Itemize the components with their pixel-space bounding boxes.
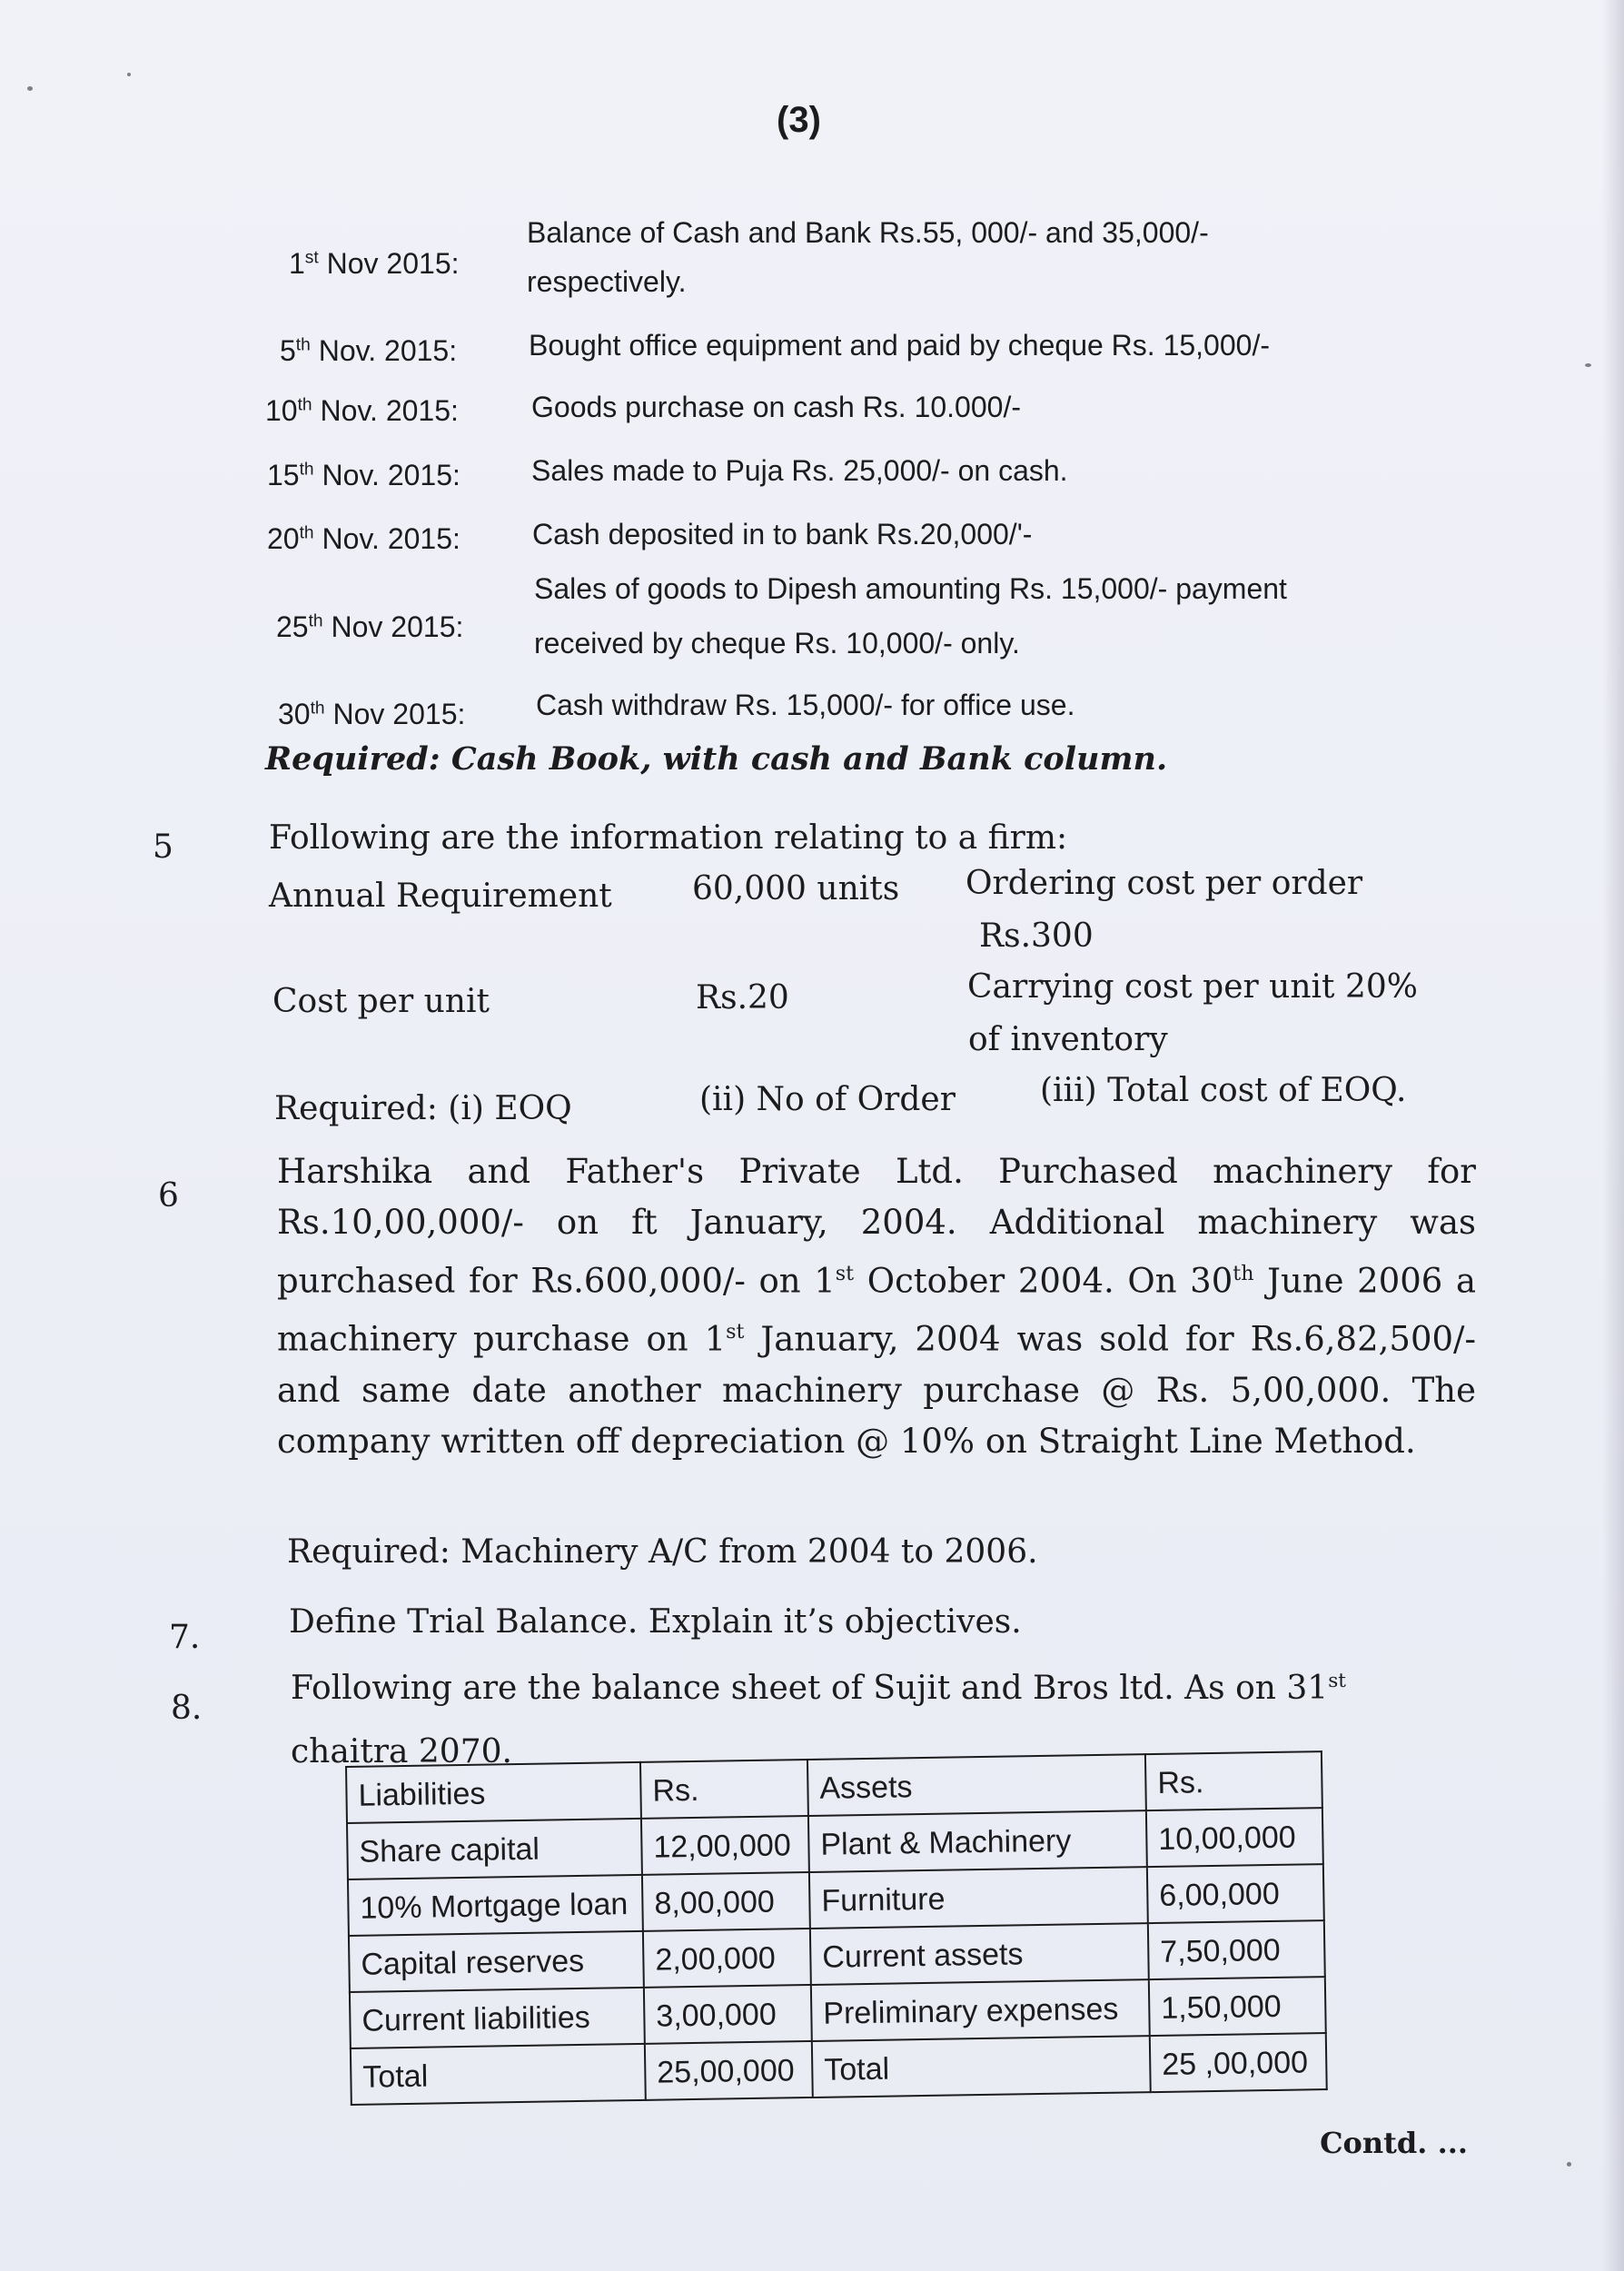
q5-required-2: (ii) No of Order <box>699 1081 956 1118</box>
amount-cell: 8,00,000 <box>642 1872 810 1931</box>
ordering-cost-value: Rs.300 <box>979 917 1094 955</box>
q5-required-1: Required: (i) EOQ <box>274 1090 572 1127</box>
carrying-cost-label: Carrying cost per unit 20% <box>967 968 1418 1006</box>
cost-per-unit-value: Rs.20 <box>696 979 789 1016</box>
asset-cell: Current assets <box>810 1923 1149 1985</box>
transaction-date: 25th Nov 2015: <box>276 610 464 643</box>
transaction-text: Sales of goods to Dipesh amounting Rs. 15,000/- payment <box>534 572 1287 605</box>
speck <box>1585 363 1591 367</box>
amount-cell: 2,00,000 <box>643 1929 811 1988</box>
q6-text: Harshika and Father's Private Ltd. Purchased machinery for Rs.10,00,000/- on ft January, 2004. Additional machinery was purchased for Rs.600,000/- on 1st October 2004. On 30th June 2006 a machinery purchase on 1st January, 2004 was sold for Rs.6,82,500/- and same date another machinery purchase @ Rs. 5,00,000. The company written off depreciation @ 10% on Straight Line Method. <box>277 1152 1477 1461</box>
transaction-text-cont: received by cheque Rs. 10,000/- only. <box>534 627 1020 659</box>
question-number: 8. <box>171 1690 203 1727</box>
q6-required: Required: Machinery A/C from 2004 to 2006. <box>287 1533 1038 1571</box>
cost-per-unit-label: Cost per unit <box>272 983 490 1020</box>
amount-cell: 3,00,000 <box>644 1985 812 2044</box>
page-number: (3) <box>777 100 821 140</box>
speck <box>127 73 131 76</box>
transaction-date: 15th Nov. 2015: <box>267 459 460 491</box>
transaction-text: Balance of Cash and Bank Rs.55, 000/- and 35,000/- <box>527 216 1209 249</box>
transaction-text: Cash withdraw Rs. 15,000/- for office use. <box>536 689 1075 721</box>
header-rs: Rs. <box>640 1760 808 1819</box>
asset-cell: Plant & Machinery <box>808 1810 1147 1872</box>
transaction-date: 1st Nov 2015: <box>289 247 460 280</box>
liability-cell: 10% Mortgage loan <box>348 1875 643 1936</box>
transaction-date: 30th Nov 2015: <box>278 698 466 730</box>
asset-total-amount: 25 ,00,000 <box>1150 2033 1327 2092</box>
q4-required: Required: Cash Book, with cash and Bank column. <box>265 740 1168 778</box>
asset-total-label: Total <box>812 2036 1151 2097</box>
header-rs: Rs. <box>1145 1751 1322 1810</box>
q7-text: Define Trial Balance. Explain it’s objectives. <box>289 1603 1022 1641</box>
transaction-text: Bought office equipment and paid by cheque Rs. 15,000/- <box>529 329 1270 362</box>
liability-cell: Current liabilities <box>350 1988 645 2048</box>
liability-total-label: Total <box>351 2044 646 2105</box>
header-liabilities: Liabilities <box>346 1762 641 1823</box>
annual-requirement-label: Annual Requirement <box>269 878 612 915</box>
liability-cell: Share capital <box>347 1819 642 1879</box>
transaction-date: 5th Nov. 2015: <box>280 334 458 367</box>
amount-cell: 7,50,000 <box>1148 1920 1325 1979</box>
asset-cell: Preliminary expenses <box>811 1979 1150 2041</box>
speck <box>27 86 33 91</box>
continued-label: Contd. ... <box>1320 2126 1468 2160</box>
speck <box>1567 2162 1571 2167</box>
q5-required-3: (iii) Total cost of EOQ. <box>1040 1072 1407 1109</box>
amount-cell: 10,00,000 <box>1146 1808 1323 1867</box>
q8-text: Following are the balance sheet of Sujit and Bros ltd. As on 31st <box>291 1670 1346 1707</box>
asset-cell: Furniture <box>809 1867 1148 1929</box>
balance-sheet-table <box>345 1750 1328 2106</box>
liability-total-amount: 25,00,000 <box>645 2041 813 2100</box>
annual-requirement-value: 60,000 units <box>692 870 900 907</box>
carrying-cost-label-cont: of inventory <box>968 1021 1168 1058</box>
q8-text-cont: chaitra 2070. <box>291 1733 512 1770</box>
transaction-date: 10th Nov. 2015: <box>265 394 459 427</box>
q5-intro: Following are the information relating to a firm: <box>269 819 1068 857</box>
question-number: 7. <box>169 1619 201 1656</box>
amount-cell: 1,50,000 <box>1149 1977 1326 2036</box>
amount-cell: 6,00,000 <box>1147 1864 1324 1923</box>
question-number: 6 <box>158 1177 179 1215</box>
transaction-text-cont: respectively. <box>527 265 687 298</box>
question-number: 5 <box>153 828 173 866</box>
amount-cell: 12,00,000 <box>641 1816 809 1875</box>
liability-cell: Capital reserves <box>349 1931 644 1992</box>
transaction-text: Sales made to Puja Rs. 25,000/- on cash. <box>531 454 1068 487</box>
transaction-date: 20th Nov. 2015: <box>267 522 460 555</box>
transaction-text: Goods purchase on cash Rs. 10.000/- <box>531 391 1021 423</box>
page-edge-shadow <box>1602 0 1624 2271</box>
transaction-text: Cash deposited in to bank Rs.20,000/'- <box>532 518 1033 550</box>
ordering-cost-label: Ordering cost per order <box>965 865 1363 902</box>
header-assets: Assets <box>807 1754 1146 1816</box>
